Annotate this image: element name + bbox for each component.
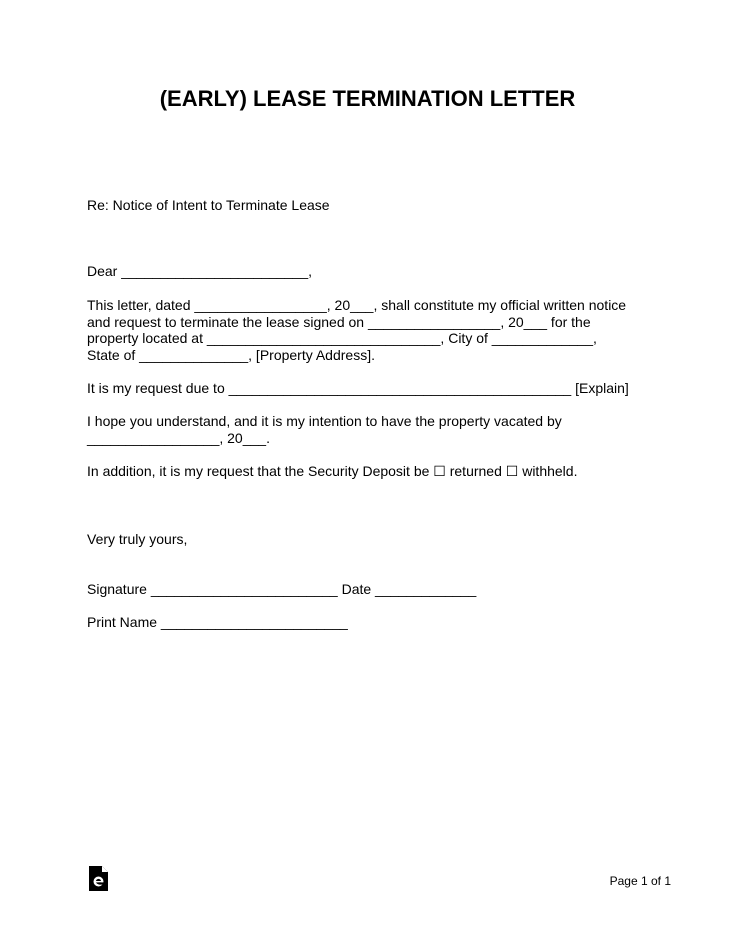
signature-line: Signature ________________________ Date _____________ — [87, 581, 477, 597]
page-number: Page 1 of 1 — [609, 874, 671, 888]
salutation: Dear ________________________, — [87, 263, 312, 279]
request-line: It is my request due to ____________________________________________ [Explain] — [87, 380, 629, 396]
closing: Very truly yours, — [87, 531, 188, 547]
vacate-line-1: I hope you understand, and it is my intention to have the property vacated by — [87, 413, 562, 429]
vacate-line-2: _________________, 20___. — [87, 430, 270, 446]
eforms-logo-icon — [89, 866, 108, 891]
document-title: (EARLY) LEASE TERMINATION LETTER — [159, 86, 576, 111]
body-line-2: and request to terminate the lease signed on _________________, 20___ for the — [87, 314, 591, 330]
re-line: Re: Notice of Intent to Terminate Lease — [87, 197, 330, 213]
print-name-line: Print Name ________________________ — [87, 614, 348, 630]
body-line-3: property located at ______________________________, City of _____________, — [87, 330, 597, 346]
deposit-line: In addition, it is my request that the Security Deposit be ☐ returned ☐ withheld. — [87, 463, 578, 479]
body-line-1: This letter, dated _________________, 20___, shall constitute my official written notice — [87, 297, 627, 313]
body-line-4: State of ______________, [Property Address]. — [87, 347, 375, 363]
